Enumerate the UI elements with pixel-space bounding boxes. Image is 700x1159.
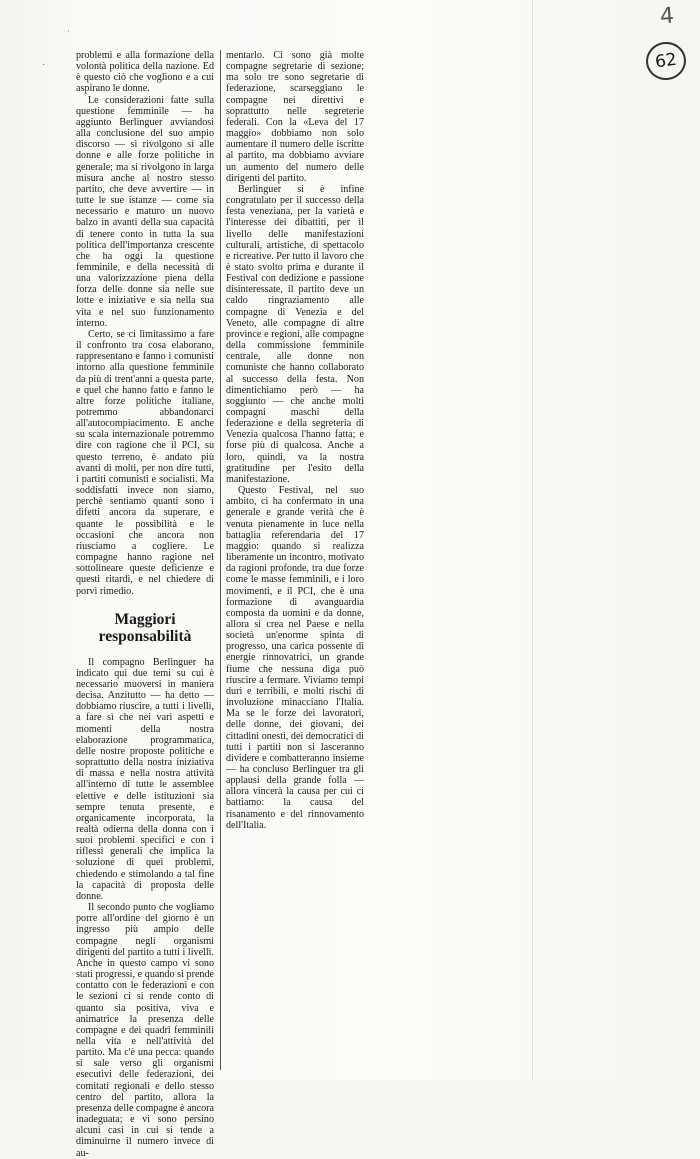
newspaper-clipping <box>72 50 437 1159</box>
circled-page-number: 62 <box>644 39 689 82</box>
article-paragraph: Il compagno Berlinguer ha indicato qui due temi su cui è necessario muoversi in maniera decisa. Anzitutto — ha detto — dobbiamo riuscire, a tutti i livelli, a fare sì che nei vari aspetti e momenti della nostra elaborazione programmatica, delle nostre proposte politiche e soprattutto della nostra iniziativa di massa e nella nostra attività all'interno di tutte le assemblee elettive e delle istituzioni sia sempre tenuta presente, e organicamente incorporata, la realtà odierna della donna con i suoi problemi specifici e con i riflessi generali che implica la soluzione di quei problemi, chiedendo e stimolando a tal fine la capacità di proposta delle donne. <box>76 656 214 902</box>
fold-line <box>532 0 533 1080</box>
article-paragraph: Berlinguer si è infine congratulato per il successo della festa veneziana, per la varietà e l'interesse dei dibattiti, per il livello delle manifestazioni culturali, artistiche, di spettacolo e ricreative. Per tutto il lavoro che è stato svolto prima e durante il Festival con dedizione e passione disinteressate, il partito deve un caldo ringraziamento alle compagne di Venezia e del Veneto, alle compagne di altre province e regioni, alle compagne della commissione femminile centrale, alle donne non comuniste che hanno collaborato al successo della festa. Non dimentichiamo però — ha soggiunto — che anche molti compagni maschi della federazione e della segreteria di Venezia qualcosa l'hanno fatta; e forse più di qualcosa. Anche a loro, quindi, va la nostra gratitudine per l'esito della manifestazione. <box>226 183 364 485</box>
article-paragraph: mentarlo. Ci sono già molte compagne segretarie di sezione; ma solo tre sono segretarie di federazione, scarseggiano le compagne nei direttivi e soprattutto nelle segreterie federali. Con la «Leva del 17 maggio» dobbiamo non solo aumentare il numero delle iscritte al partito, ma dobbiamo avviare un aumento del numero delle dirigenti del partito. <box>226 50 364 184</box>
article-right-column <box>226 50 364 831</box>
article-paragraph: Le considerazioni fatte sulla questione femminile — ha aggiunto Berlinguer avviandosi alla conclusione del suo ampio discorso — si rivolgono sì alle donne e alle forze politiche in generale; ma si rivolgono in larga misura anche al nostro stesso partito, che deve avvertire — in tutte le sue istanze — come sia necessario e maturo un nuovo balzo in avanti della sua capacità di tenere conto in tutta la sua politica dell'importanza crescente che ha oggi la questione femminile, e della necessità di una valorizzazione piena della forza delle donne sia nelle sue lotte e iniziative e sia nella sua vita e nel suo funzionamento interno. <box>76 94 214 329</box>
article-left-column <box>76 50 214 1159</box>
article-paragraph: Certo, se ci limitassimo a fare il confronto tra cosa elaborano, rappresentano e fanno i comunisti intorno alla questione femminile da più di trent'anni a questa parte, e quel che hanno fatto e fanno le altre forze politiche italiane, potremmo abbandonarci all'autocompiacimento. E anche su scala internazionale potremmo dire con ragione che il PCI, su questo terreno, è andato più avanti di molti, per non dire tutti, i partiti comunisti e socialisti. Ma soddisfatti invece non siamo, perchè sentiamo quanti sono i difetti ancora da superare, e quante le possibilità e le occasioni che ancora non riusciamo a cogliere. Le compagne hanno ragione nel sottolineare queste deficienze e questi ritardi, e nel chiedere di porvi rimedio. <box>76 328 214 597</box>
stray-mark-left: · <box>42 60 46 71</box>
handwritten-corner-mark: 4 <box>659 3 675 30</box>
section-heading: Maggiori responsabilità <box>98 610 192 645</box>
article-paragraph: Questo Festival, nel suo ambito, ci ha confermato in una generale e grande verità che è venuta pienamente in luce nella battaglia referendaria del 17 maggio: quando si realizza liberamente un incontro, motivato da ragioni profonde, tra due forze come le masse femminili, e i loro movimenti, e il PCI, che è una formazione di avanguardia composta da uomini e da donne, allora si crea nel Paese e nella società un'enorme spinta di progresso, una carica possente di energie rinnovatrici, un grande fiume che nessuna diga può riuscire a fermare. Viviamo tempi duri e terribili, e molti rischi di involuzione minacciano l'Italia. Ma se le forze dei lavoratori, delle donne, dei giovani, dei cittadini onesti, dei democratici di tutti i partiti non si lasceranno dividere e combatteranno insieme — ha concluso Berlinguer tra gli applausi della grande folla — allora vincerà la causa per cui ci battiamo: la causa del risanamento e del rinnovamento dell'Italia. <box>226 485 364 831</box>
stray-mark-top: ˙ <box>66 30 71 41</box>
column-rule <box>220 50 221 1070</box>
article-paragraph: problemi e alla formazione della volontà politica della nazione. Ed è questo ciò che vogliono e a cui aspirano le donne. <box>76 50 214 95</box>
article-paragraph: Il secondo punto che vogliamo porre all'ordine del giorno è un ingresso più ampio delle compagne negli organismi dirigenti del partito a tutti i livelli. Anche in questo campo vi sono stati progressi, e quando si prende contatto con le federazioni e con le sezioni ci si rende conto di quanto sia positiva, viva e animatrice la presenza delle compagne e dei quadri femminili nella vita e nell'attività del partito. Ma c'è una pecca: quando si sale verso gli organismi esecutivi delle federazioni, dei comitati regionali e dello stesso centro del partito, allora la presenza delle compagne è ancora inadeguata; e vi sono persino alcuni casi in cui si tende a diminuirne il numero invece di au- <box>76 902 214 1159</box>
